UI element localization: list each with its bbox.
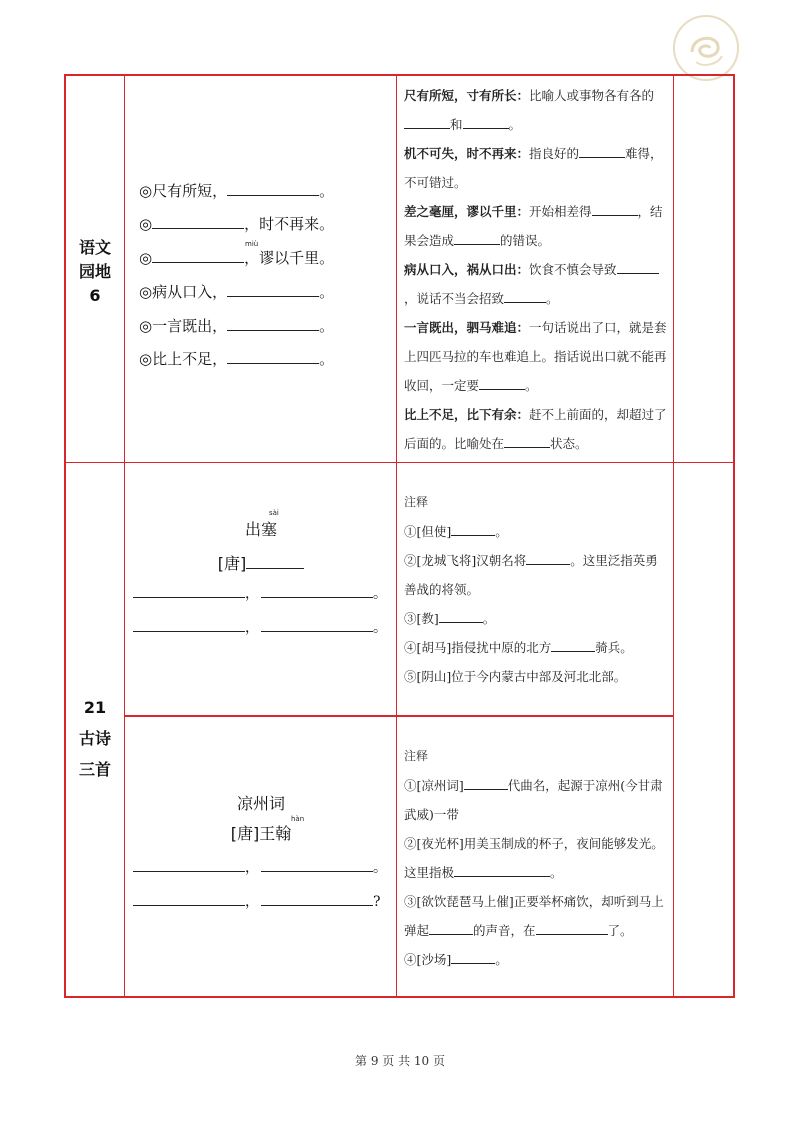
- explanation-item: [404, 400, 668, 458]
- note-text: ④[胡马]指侵扰中原的北方: [404, 640, 552, 655]
- idiom-prefix: ◎: [139, 215, 153, 233]
- label-line: 语文: [78, 238, 111, 257]
- punctuation: 。: [373, 620, 387, 636]
- poem-title: [125, 517, 397, 540]
- note-item: [404, 633, 668, 662]
- poem2-notes: [404, 742, 668, 974]
- answer-blank[interactable]: [536, 920, 608, 935]
- poem1-notes: [404, 488, 668, 691]
- explanation-text: 一句话说出了口，就是套上四匹马拉的车也难追上。指话说出口就不能再收回，一定要: [404, 320, 667, 393]
- poem-title: [125, 791, 397, 814]
- note-item: [404, 517, 668, 546]
- answer-blank[interactable]: [133, 583, 245, 598]
- note-text: ③[教]: [404, 611, 439, 626]
- answer-blank[interactable]: [261, 857, 373, 872]
- row-label-yuwenyuandi: [66, 236, 124, 308]
- explanation-text: ，结果会造成: [404, 204, 663, 248]
- poem-chusai-cell: [125, 463, 396, 715]
- idiom-prefix: ◎比上不足，: [139, 350, 228, 368]
- note-text: ③[欲饮琵琶马上催]正要举杯痛饮，却听到马上弹起: [404, 894, 664, 938]
- answer-blank[interactable]: [227, 181, 319, 196]
- idiom-term: 比上不足，比下有余：: [404, 407, 530, 422]
- explanation-item: [404, 255, 668, 313]
- idiom-suffix: 。: [319, 283, 335, 301]
- explanation-text: 。: [508, 117, 522, 132]
- answer-blank[interactable]: [246, 554, 304, 569]
- note-item: [404, 945, 668, 974]
- answer-blank[interactable]: [133, 617, 245, 632]
- poem-dynasty: [唐]王: [230, 824, 276, 843]
- idiom-term: 一言既出，驷马难追：: [404, 320, 530, 335]
- poem-line: [133, 891, 381, 911]
- idiom-term: 尺有所短，寸有所长：: [404, 88, 530, 103]
- answer-blank[interactable]: [152, 248, 244, 263]
- note-text: 骑兵。: [595, 640, 633, 655]
- punctuation: ?: [373, 894, 381, 910]
- idiom-item: [139, 180, 334, 202]
- notes-title: 注释: [404, 749, 429, 763]
- note-item: [404, 546, 668, 604]
- note-text: ②[龙城飞将]汉朝名将: [404, 553, 527, 568]
- answer-blank[interactable]: [463, 114, 509, 129]
- idiom-item: [139, 213, 334, 235]
- explanation-text: 难得，不可错过。: [404, 146, 663, 190]
- page-footer: 第 9 页 共 10 页: [355, 1054, 445, 1068]
- explanation-text: 。: [546, 291, 559, 306]
- answer-blank[interactable]: [504, 433, 550, 448]
- pinyin-annotation: miù: [245, 240, 259, 248]
- explanation-text: 饮食不慎会导致: [529, 262, 617, 277]
- idiom-suffix: ，谬以千里。: [244, 249, 335, 267]
- answer-blank[interactable]: [227, 282, 319, 297]
- poem-line: [133, 857, 387, 877]
- answer-blank[interactable]: [439, 608, 483, 623]
- idiom-suffix: ，时不再来。: [244, 215, 335, 233]
- explanation-item: [404, 313, 668, 400]
- idiom-term: 差之毫厘，谬以千里：: [404, 204, 530, 219]
- note-item: [404, 771, 668, 829]
- explanation-item: [404, 197, 668, 255]
- answer-blank[interactable]: [261, 583, 373, 598]
- column-divider: [673, 76, 674, 996]
- label-line: 三首: [78, 760, 111, 779]
- note-text: 的声音，在: [473, 923, 536, 938]
- idiom-prefix: ◎一言既出，: [139, 317, 228, 335]
- punctuation: 。: [373, 586, 387, 602]
- poem-title-text: 出塞: [244, 520, 277, 539]
- note-item: [404, 604, 668, 633]
- answer-blank[interactable]: [261, 891, 373, 906]
- note-text: 。: [550, 865, 563, 880]
- answer-blank[interactable]: [429, 920, 473, 935]
- idiom-item: [139, 281, 334, 303]
- poem-line: [133, 617, 387, 637]
- answer-blank[interactable]: [551, 637, 595, 652]
- note-item: [404, 887, 668, 945]
- answer-blank[interactable]: [464, 775, 508, 790]
- answer-blank[interactable]: [579, 143, 625, 158]
- poem-title-text: 凉州词: [236, 794, 285, 813]
- answer-blank[interactable]: [261, 617, 373, 632]
- punctuation: ，: [245, 586, 259, 602]
- label-line: 6: [89, 286, 101, 305]
- answer-blank[interactable]: [152, 214, 244, 229]
- note-text: ①[凉州词]: [404, 778, 464, 793]
- worksheet-table: [64, 74, 735, 998]
- idiom-suffix: 。: [319, 182, 335, 200]
- poem-author-line: [125, 821, 397, 844]
- explanation-text: 和: [450, 117, 463, 132]
- note-text: ④[沙场]: [404, 952, 452, 967]
- answer-blank[interactable]: [133, 857, 245, 872]
- explanation-text: 比喻人或事物各有各的: [529, 88, 655, 103]
- idiom-prefix: ◎尺有所短，: [139, 182, 228, 200]
- idiom-suffix: 。: [319, 350, 335, 368]
- poem-author-char: 翰: [275, 824, 292, 843]
- answer-blank[interactable]: [451, 521, 495, 536]
- note-text: 了。: [607, 923, 633, 938]
- answer-blank[interactable]: [451, 949, 495, 964]
- answer-blank[interactable]: [227, 316, 319, 331]
- idiom-explanations: [404, 81, 668, 458]
- punctuation: 。: [373, 860, 387, 876]
- idiom-item: [139, 315, 334, 337]
- answer-blank[interactable]: [617, 259, 659, 274]
- answer-blank[interactable]: [133, 891, 245, 906]
- punctuation: ，: [245, 894, 259, 910]
- poem-line: [133, 583, 387, 603]
- pinyin-annotation: hàn: [291, 815, 305, 823]
- poem-author-line: [125, 551, 397, 574]
- answer-blank[interactable]: [227, 349, 319, 364]
- poem-dynasty: [唐]: [217, 554, 247, 573]
- answer-blank[interactable]: [404, 114, 450, 129]
- label-line: 古诗: [78, 729, 111, 748]
- idiom-term: 病从口入，祸从口出：: [404, 262, 530, 277]
- explanation-text: 赶不上前面的，却超过了后面的。比喻处在: [404, 407, 667, 451]
- answer-blank[interactable]: [454, 230, 500, 245]
- answer-blank[interactable]: [454, 862, 550, 877]
- explanation-text: 指良好的: [529, 146, 580, 161]
- explanation-text: 的错误。: [500, 233, 551, 248]
- note-text: ⑤[阴山]位于今内蒙古中部及河北北部。: [404, 669, 627, 684]
- note-text: 。: [495, 952, 508, 967]
- idiom-item: [139, 240, 335, 269]
- row-label-gushisanshou: [66, 692, 124, 785]
- answer-blank[interactable]: [526, 550, 570, 565]
- idiom-suffix: 。: [319, 317, 335, 335]
- notes-title: 注释: [404, 495, 429, 509]
- answer-blank[interactable]: [592, 201, 638, 216]
- note-text: 。: [482, 611, 496, 626]
- note-text: ①[但使]: [404, 524, 452, 539]
- label-line: 21: [83, 698, 107, 717]
- idiom-prefix: ◎: [139, 249, 153, 267]
- idiom-term: 机不可失，时不再来：: [404, 146, 530, 161]
- answer-blank[interactable]: [479, 375, 525, 390]
- note-item: [404, 829, 668, 887]
- idiom-prefix: ◎病从口入，: [139, 283, 228, 301]
- punctuation: ，: [245, 620, 259, 636]
- idiom-item: [139, 348, 334, 370]
- idiom-fill-cell: [125, 76, 395, 462]
- note-item: [404, 662, 668, 691]
- label-line: 园地: [78, 262, 111, 281]
- explanation-text: ，说话不当会招致: [404, 291, 505, 306]
- note-text: 代曲名，起源于凉州(今甘肃武威)一带: [404, 778, 663, 822]
- explanation-text: 开始相差得: [529, 204, 592, 219]
- explanation-item: [404, 81, 668, 139]
- explanation-text: 。: [525, 378, 538, 393]
- pinyin-annotation: sài: [269, 509, 279, 517]
- explanation-item: [404, 139, 668, 197]
- answer-blank[interactable]: [504, 288, 546, 303]
- poem-liangzhouci-cell: [125, 717, 396, 997]
- punctuation: ，: [245, 860, 259, 876]
- note-text: 。这里泛指英勇善战的将领。: [404, 553, 658, 597]
- note-text: 。: [495, 524, 508, 539]
- explanation-text: 状态。: [550, 436, 588, 451]
- note-text: ②[夜光杯]用美玉制成的杯子，夜间能够发光。这里指极: [404, 836, 664, 880]
